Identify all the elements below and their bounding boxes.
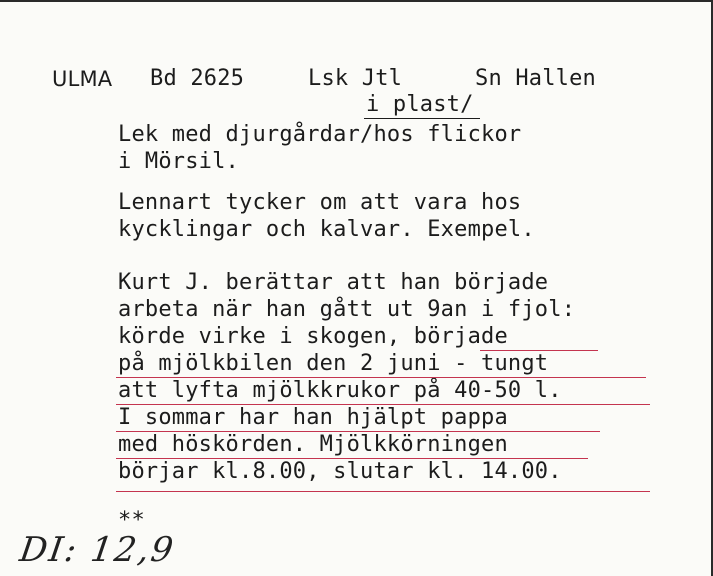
underline-6 — [116, 491, 650, 492]
inserted-text: i plast/ — [366, 92, 474, 117]
text-line-5: Kurt J. berättar att han började — [118, 270, 549, 295]
text-line-10: I sommar har han hjälpt pappa — [118, 405, 508, 430]
text-line-11: med höskörden. Mjölkkörningen — [118, 432, 508, 457]
text-line-1: Lek med djurgårdar/hos flickor — [118, 122, 522, 147]
handwritten-reference: DI: 12,9 — [17, 530, 178, 570]
text-line-9: att lyfta mjölkkrukor på 40-50 l. — [118, 378, 562, 403]
text-line-3: Lennart tycker om att vara hos — [118, 190, 522, 215]
text-line-2: i Mörsil. — [118, 149, 240, 174]
text-line-4: kycklingar och kalvar. Exempel. — [118, 217, 535, 242]
text-line-12: börjar kl.8.00, slutar kl. 14.00. — [118, 459, 562, 484]
underline-2 — [116, 377, 646, 378]
underline-1 — [480, 350, 598, 351]
text-line-8: på mjölkbilen den 2 juni - tungt — [118, 351, 549, 376]
text-line-6: arbeta när han gått ut 9an i fjol: — [118, 297, 576, 322]
asterisk-mark: ** — [118, 508, 145, 533]
insert-line — [364, 118, 480, 119]
volume-number: Bd 2625 — [150, 66, 245, 91]
underline-3 — [116, 404, 650, 405]
archive-code: ULMA — [52, 67, 113, 91]
underline-4 — [116, 431, 600, 432]
underline-5 — [116, 458, 588, 459]
landskap-label: Lsk Jtl — [308, 66, 403, 91]
text-line-7: körde virke i skogen, började — [118, 324, 508, 349]
socken-label: Sn Hallen — [475, 66, 597, 91]
